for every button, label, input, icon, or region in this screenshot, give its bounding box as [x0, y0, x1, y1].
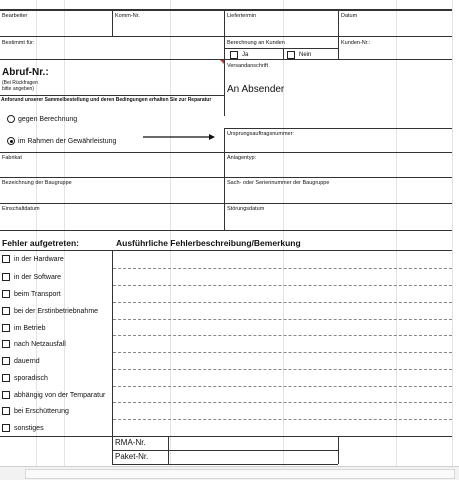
description-line[interactable] — [113, 352, 452, 353]
row-border — [112, 464, 338, 465]
versandanschrift-label: Versandanschrift — [227, 63, 268, 69]
fehler-option-label: in der Software — [14, 274, 62, 281]
description-line[interactable] — [113, 419, 452, 420]
horizontal-scrollbar[interactable] — [25, 469, 455, 479]
datum-label: Datum — [341, 13, 358, 19]
fehler-option-label: bei der Erstinbetriebnahme — [14, 308, 99, 315]
berechnung-label: Berechnung an Kunden — [227, 40, 285, 46]
fehler-checkbox[interactable] — [2, 273, 10, 281]
ja-label: Ja — [242, 52, 249, 58]
fehler-option-label: abhängig von der Temparatur — [14, 392, 106, 399]
gegen-berechnung-label: gegen Berechnung — [18, 116, 78, 123]
fehlerbeschreibung-title: Ausführliche Fehlerbeschreibung/Bemerkung — [116, 238, 301, 248]
rma-nr-label: RMA-Nr. — [115, 438, 146, 447]
description-line[interactable] — [113, 268, 452, 269]
description-line[interactable] — [113, 386, 452, 387]
nein-label: Nein — [299, 52, 312, 58]
bearbeiter-label: Bearbeiter — [2, 13, 28, 19]
arrow-right-icon — [143, 133, 215, 141]
row-border — [0, 152, 452, 153]
cell-divider — [338, 11, 339, 59]
cell-divider — [283, 48, 284, 59]
sheet-bottom-bar — [0, 466, 459, 480]
fabrikat-label: Fabrikat — [2, 155, 22, 161]
bestimmt-fuer-label: Bestimmt für: — [2, 40, 35, 46]
abruf-note-line1: (Bei Rückfragen — [2, 80, 38, 86]
gewaehrleistung-radio[interactable] — [7, 137, 15, 145]
fehler-option-label: dauernd — [14, 358, 40, 365]
fehler-checkbox[interactable] — [2, 407, 10, 415]
cell-divider — [224, 128, 225, 230]
versandanschrift-value[interactable]: An Absender — [227, 84, 285, 95]
fehler-checkbox[interactable] — [2, 391, 10, 399]
row-border — [0, 230, 452, 231]
cell-divider — [224, 11, 225, 116]
liefertermin-label: Liefertermin — [227, 13, 257, 19]
abruf-note-line2: bitte angeben) — [2, 86, 34, 92]
row-border — [112, 450, 338, 451]
row-border — [0, 95, 224, 96]
description-line[interactable] — [113, 302, 452, 303]
fehler-checkbox[interactable] — [2, 374, 10, 382]
grid-line — [452, 0, 453, 480]
einschaltdatum-label: Einschaltdatum — [2, 206, 40, 212]
sach-seriennummer-label: Sach- oder Seriennummer der Baugruppe — [227, 180, 330, 186]
fehler-checkbox[interactable] — [2, 307, 10, 315]
fehler-aufgetreten-title: Fehler aufgetreten: — [2, 238, 79, 248]
fehler-option-label: nach Netzausfall — [14, 341, 66, 348]
row-border — [0, 177, 452, 178]
description-line[interactable] — [113, 335, 452, 336]
description-line[interactable] — [113, 402, 452, 403]
fehler-checkbox[interactable] — [2, 357, 10, 365]
ursprungsauftragsnummer-label: Ursprungsauftragsnummer: — [227, 131, 294, 137]
bezeichnung-label: Bezeichnung der Baugruppe — [2, 180, 72, 186]
form-top-border — [0, 9, 452, 11]
fehler-option-label: im Betrieb — [14, 325, 46, 332]
description-line[interactable] — [113, 319, 452, 320]
row-border — [224, 48, 338, 49]
komm-nr-label: Komm-Nr. — [115, 13, 140, 19]
fehler-checkbox[interactable] — [2, 290, 10, 298]
description-line[interactable] — [113, 369, 452, 370]
fehler-option-label: sonstiges — [14, 425, 44, 432]
description-line[interactable] — [113, 285, 452, 286]
fehler-option-label: in der Hardware — [14, 256, 64, 263]
fehler-option-label: bei Erschütterung — [14, 408, 69, 415]
row-border — [0, 203, 452, 204]
fehler-checkbox[interactable] — [2, 424, 10, 432]
stoerungsdatum-label: Störungsdatum — [227, 206, 265, 212]
kunden-nr-label: Kunden-Nr.: — [341, 40, 371, 46]
row-border — [0, 250, 452, 251]
row-border — [224, 128, 452, 129]
cell-divider — [112, 250, 113, 436]
paket-nr-label: Paket-Nr. — [115, 452, 149, 461]
comment-indicator-icon[interactable] — [220, 60, 224, 64]
row-border — [0, 59, 452, 60]
cell-divider — [112, 11, 113, 36]
gewaehrleistung-label: im Rahmen der Gewährleistung — [18, 138, 117, 145]
fehler-checkbox[interactable] — [2, 340, 10, 348]
cell-divider — [112, 436, 113, 464]
abruf-nr-title: Abruf-Nr.: — [2, 67, 49, 78]
anlagentyp-label: Anlagentyp: — [227, 155, 257, 161]
fehler-option-label: beim Transport — [14, 291, 61, 298]
fehler-checkbox[interactable] — [2, 255, 10, 263]
instruction-text: Anforund unserer Sammelbestellung und deren Bedingungen erhalten Sie zur Reparatur — [1, 97, 212, 103]
nein-checkbox[interactable] — [287, 51, 295, 59]
fehler-option-label: sporadisch — [14, 375, 48, 382]
fehler-checkbox[interactable] — [2, 324, 10, 332]
ja-checkbox[interactable] — [230, 51, 238, 59]
row-border — [0, 36, 452, 37]
grid-line — [396, 0, 397, 480]
row-border — [0, 436, 452, 437]
cell-divider — [338, 436, 339, 464]
gegen-berechnung-radio[interactable] — [7, 115, 15, 123]
